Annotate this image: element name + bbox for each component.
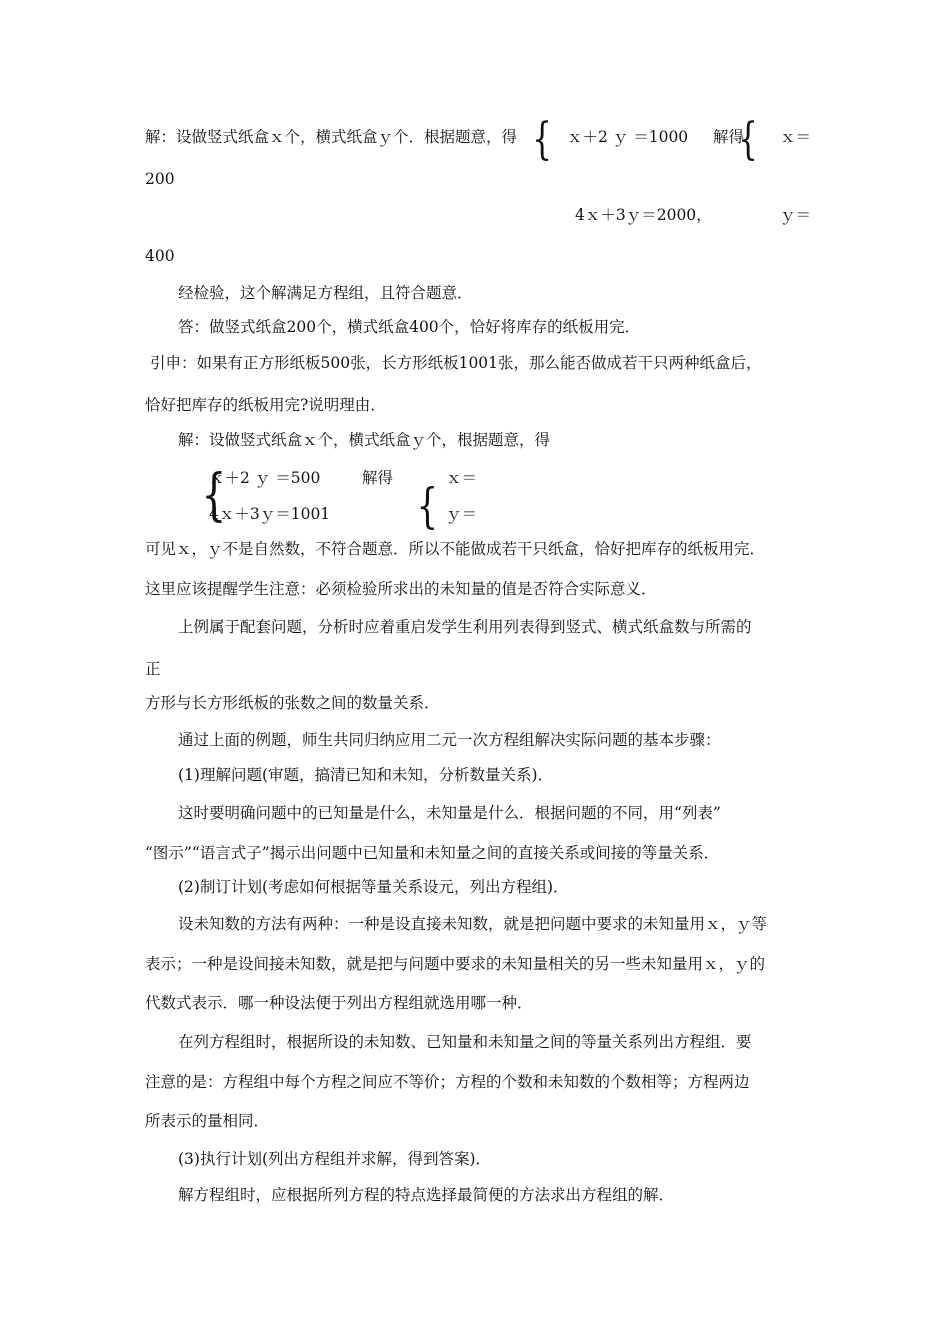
- reminder-line: 这里应该提醒学生注意：必须检验所求出的未知量的值是否符合实际意义．: [145, 580, 657, 598]
- conclusion-line: 可见ｘ，ｙ不是自然数，不符合题意．所以不能做成若干只纸盒，恰好把库存的纸板用完．: [145, 540, 766, 558]
- check-line: 经检验，这个解满足方程组，且符合题意．: [178, 284, 473, 302]
- answer-line: 答：做竖式纸盒200个，横式纸盒400个，恰好将库存的纸板用完．: [178, 318, 641, 336]
- solution-y-1: ｙ＝: [780, 206, 812, 224]
- solution-intro-line-2: 解：设做竖式纸盒ｘ个，横式纸盒ｙ个，根据题意，得: [178, 431, 551, 449]
- analysis-line2: 正: [145, 660, 161, 678]
- equation-2b: 4ｘ＋3ｙ＝1001: [209, 505, 331, 523]
- step-3-heading: (3)执行计划(列出方程组并求解，得到答案)．: [178, 1150, 492, 1168]
- solve-label-2: 解得: [362, 469, 394, 487]
- solution-x-1: ｘ＝: [780, 128, 812, 146]
- step-1-heading: (1)理解问题(审题，搞清已知和未知，分析数量关系)．: [178, 766, 554, 784]
- equation-2a: ｘ＋2 ｙ ＝500: [209, 469, 321, 487]
- step-2-heading: (2)制订计划(考虑如何根据等量关系设元，列出方程组)．: [178, 878, 569, 896]
- solve-label-1: 解得: [713, 128, 745, 146]
- solution-x-value-1: 200: [145, 170, 175, 188]
- step-1-text-line1: 这时要明确问题中的已知量是什么，未知量是什么．根据问题的不同，用“列表”: [178, 804, 721, 822]
- left-brace-icon: {: [416, 478, 438, 534]
- analysis-line3: 方形与长方形纸板的张数之间的数量关系．: [145, 694, 440, 712]
- solution-intro-line: 解：设做竖式纸盒ｘ个，横式纸盒ｙ个．根据题意，得: [145, 128, 518, 146]
- extension-question-line1: 引申：如果有正方形纸板500张，长方形纸板1001张，那么能否做成若干只两种纸盒后，: [150, 354, 762, 372]
- left-brace-icon: {: [738, 114, 758, 165]
- summary-intro-line: 通过上面的例题，师生共同归纳应用二元一次方程组解决实际问题的基本步骤：: [178, 731, 721, 749]
- step-2-text-line1: 设未知数的方法有两种：一种是设直接未知数，就是把问题中要求的未知量用ｘ，ｙ等: [178, 915, 768, 933]
- analysis-line1: 上例属于配套问题，分析时应着重启发学生利用列表得到竖式、横式纸盒数与所需的: [178, 618, 752, 636]
- solution-y-value-1: 400: [145, 247, 175, 265]
- left-brace-icon: {: [532, 114, 552, 165]
- step-2-text-line3: 代数式表示．哪一种设法便于列出方程组就选用哪一种．: [145, 994, 533, 1012]
- equation-1a: ｘ＋2 ｙ ＝1000: [567, 128, 689, 146]
- step-1-text-line2: “图示”“语言式子”揭示出问题中已知量和未知量之间的直接关系或间接的等量关系．: [145, 844, 720, 862]
- solution-y-2: ｙ＝: [446, 505, 478, 523]
- step-2-text-line5: 注意的是：方程组中每个方程之间应不等价；方程的个数和未知数的个数相等；方程两边: [145, 1073, 750, 1091]
- extension-question-line2: 恰好把库存的纸板用完?说明理由．: [145, 396, 386, 414]
- step-3-text: 解方程组时，应根据所列方程的特点选择最简便的方法求出方程组的解．: [178, 1186, 675, 1204]
- solution-x-2: ｘ＝: [446, 469, 478, 487]
- step-2-text-line2: 表示；一种是设间接未知数，就是把与问题中要求的未知量相关的另一些未知量用ｘ，ｙ的: [145, 955, 766, 973]
- left-brace-icon: {: [201, 463, 227, 528]
- step-2-text-line6: 所表示的量相同．: [145, 1112, 270, 1130]
- equation-1b: 4ｘ＋3ｙ＝2000，: [575, 206, 712, 224]
- step-2-text-line4: 在列方程组时，根据所设的未知数、已知量和未知量之间的等量关系列出方程组．要: [178, 1033, 752, 1051]
